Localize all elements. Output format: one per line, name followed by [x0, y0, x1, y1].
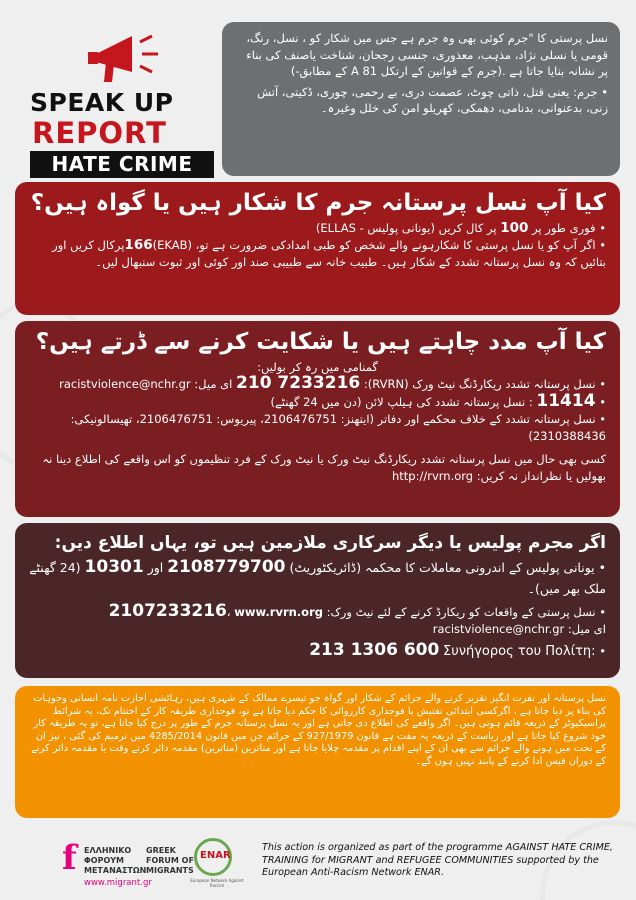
enar-logo	[184, 838, 250, 894]
enar-small-text: European Network Against Racism	[190, 878, 244, 888]
footer	[0, 826, 636, 900]
definition-box	[222, 22, 620, 176]
and-text: اور	[147, 560, 164, 575]
ombudsman-label: Συνήγορος του Πολίτη:	[442, 644, 596, 659]
logo-speak-up: SPEAK UP	[30, 88, 174, 117]
victim-witness-section	[15, 182, 620, 315]
megaphone-icon	[86, 28, 164, 92]
hotline-rest: (24 گھنٹے ملک بھر میں)۔	[29, 560, 606, 596]
rvrn-text: • نسل پرستانہ تشدد ریکارڈنگ نیٹ ورک (RVRN):	[363, 377, 606, 391]
greek-forum-logo	[62, 832, 194, 892]
helpline-text: : نسل پرستانہ تشدد کی ہیلپ لائن (دن میں 24 گھنٹے)	[270, 395, 533, 409]
medical-help-rest: (EKAB)پرکال کریں اور بتائیں کہ وہ نسل پرستانہ تشدد کے شکار ہیں۔ طبیب خانہ سے طبیبی صند اور کوئی اور ثبوت سنبھال لیں۔	[52, 238, 606, 269]
section1-heading: کیا آپ نسل پرستانہ جرم کا شکار ہیں یا گواہ ہیں؟	[30, 190, 606, 216]
greek-forum-greek: ΕΛΛΗΝΙΚΟ ΦΟΡΟΥΜ ΜΕΤΑΝΑΣΤΩΝ	[84, 846, 147, 875]
ombudsman-line: • 213 1306 600 Συνήγορος του Πολίτη:	[309, 640, 606, 660]
greek-forum-english: GREEK FORUM OF MIGRANTS	[146, 846, 194, 875]
rvrn-email: ای میل: racistviolence@nchr.gr	[59, 377, 233, 391]
helpline-number: 11414	[536, 391, 596, 411]
call-police-rest: پر کال کریں (یونانی پولیس - ELLAS)	[315, 221, 497, 235]
call-police-text: • فوری طور پر	[532, 221, 606, 235]
network-line: • نسل پرستی کے واقعات کو ریکارڈ کرنے کے لئے نیٹ ورک: 2107233216، www.rvrn.org	[108, 601, 606, 621]
rvrn-number: 210 7233216	[236, 373, 361, 393]
hotline-number: 10301	[84, 557, 144, 577]
speak-up-logo	[22, 28, 222, 178]
helpline-line: • 11414 : نسل پرستانہ تشدد کی ہیلپ لائن (دن میں 24 گھنٹے)	[270, 391, 606, 411]
definition-text: نسل پرستی کا "جرم کوئی بھی وہ جرم ہے جس میں شکار کو ، نسل، رنگ، قومی یا نسلی نژاد، مذہب، معذوری، جنسی رجحان، شناخت یاصنف کی بناء پر نشانہ بنایا جاتا ہے .(جرم کے قوانین کے ارتکل 81 A کے مطابق-)	[246, 31, 608, 78]
section2-subheading: گمنامی میں رہ کر بولیں:	[257, 360, 378, 374]
network-email: ای میل: racistviolence@nchr.gr	[432, 622, 606, 636]
residence-permit-text: نسل پرستانہ اور نفرت انگیز تقریر کرنے والے جرائم کے شکار اور گواہ جو تیسرے ممالک کے شہری ہیں، رہائشی اجازت نامہ انسانی وجوہات کی بناء پر دیا جاتا ہے ، اگرکسی ابتدائی تفتیش یا فوجداری کارروائی کا حکم دیا جاتا ہے تو، فوجداری طریقہ کار کے اختتام تک، یہ شرائط پراسیکیوٹر کے ذریعہ قائم ہوتی ہیں۔ اگر واقعے کی اطلاع دی جاتی ہے اور یہ نسل پرستانہ جرم کے طور پر درج کیا جاتا ہے، تو یہ طریقہ کار خود شروع کیا جاتا ہے اور ریاست کے ذریعہ یہ مفت ہے قانون 927/1979 کے جرائم جن میں قانون 4285/2014 میں ترمیم کی گئی ، نیز ان کے تحت میں ہونے والے جرائم سے بھی ان کے اپنے اقدام پر مقدمہ چلایا جاتا ہے اور متاثرین (متاثرین) مقدمہ دائر کرتے وقت یا مقدمہ دائر کرنے کے دوران فیس ادا کرنے کے پابند نہیں ہوں گے۔	[31, 693, 606, 767]
ekab-number: 166	[124, 237, 153, 253]
report-reminder: کسی بھی حال میں نسل پرستانہ تشدد ریکارڈنگ نیٹ ورک یا نیٹ ورک کے فرد تنظیموں کو اس واقعے کی اطلاع دینا نہ بھولیں یا نظرانداز نہ کریں: http://rvrn.org	[42, 452, 606, 483]
police-number: 100	[500, 220, 529, 236]
call-police-line	[29, 220, 606, 237]
greek-forum-url: www.migrant.gr	[84, 878, 152, 888]
section2-heading: کیا آپ مدد چاہتے ہیں یا شکایت کرنے سے ڈرتے ہیں؟	[35, 329, 606, 355]
crime-examples: • جرم: یعنی قتل، ذاتی چوٹ، عصمت دری، بے رحمی، چوری، ڈکیتی، آتش زنی، بدعنوانی، بدنامی، دھمکی، کھریلو امن کی خلل وغیرہ۔	[257, 84, 608, 115]
residence-permit-box	[15, 686, 620, 818]
network-number: 2107233216	[108, 601, 227, 621]
network-website: www.rvrn.org	[234, 605, 323, 619]
rvrn-line	[29, 375, 606, 393]
internal-affairs-line	[29, 557, 606, 599]
network-text: • نسل پرستی کے واقعات کو ریکارڈ کرنے کے لئے نیٹ ورک:	[326, 605, 606, 619]
internal-affairs-text: • یونانی پولیس کے اندرونی معاملات کا محکمہ (ڈائریکٹوریٹ)	[289, 560, 606, 575]
medical-help-text: • اگر آپ کو یا نسل پرستی کا شکارہونے والے شخص کو طبی امدادکی ضرورت ہے تو،	[195, 238, 606, 252]
section3-heading: اگر مجرم پولیس یا دیگر سرکاری ملازمین ہیں تو، یہاں اطلاع دیں:	[54, 533, 606, 553]
anonymous-help-section	[15, 321, 620, 517]
offices-line: • نسل پرستانہ تشدد کے خلاف محکمے اور دفاتر (ایتھنز: 2106476751، پیریوس: 2106476751، تھیسالونیکی: 2310388436)	[70, 412, 606, 443]
logo-report: REPORT	[32, 116, 167, 150]
enar-logo-text: ENAR	[200, 850, 231, 861]
logo-hate-crime: HATE CRIME	[30, 151, 214, 178]
programme-statement: This action is organized as part of the programme AGAINST HATE CRIME, TRAINING for MIGRANT and REFUGEE COMMUNITIES supported by the European Anti-Racism Network ENAR.	[262, 842, 613, 878]
ombudsman-number: 213 1306 600	[309, 640, 440, 660]
police-perpetrator-section	[15, 523, 620, 678]
medical-help-line	[29, 237, 606, 271]
greek-forum-mark-icon: f	[62, 838, 77, 878]
internal-affairs-number: 2108779700	[167, 557, 286, 577]
